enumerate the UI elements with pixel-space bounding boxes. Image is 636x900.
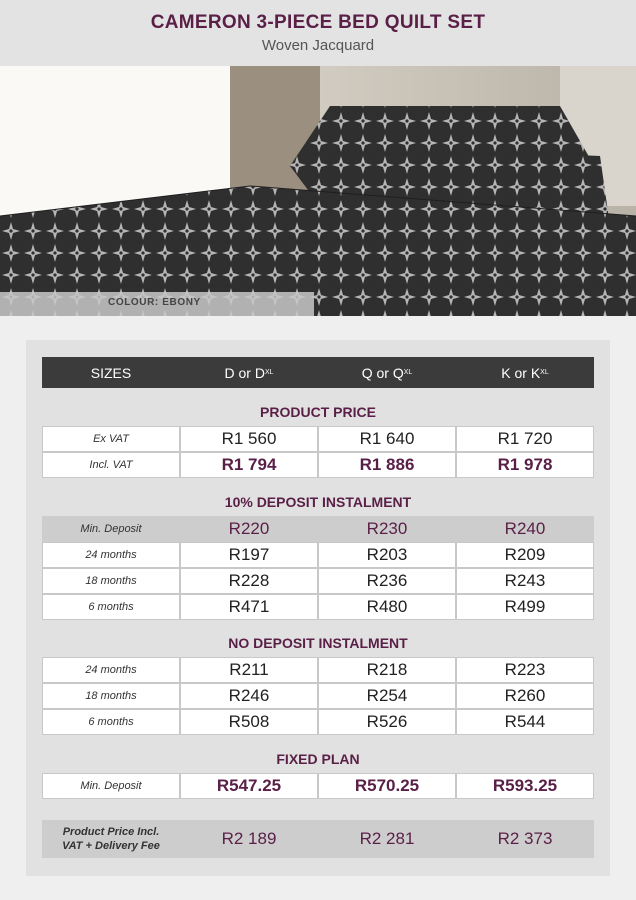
price-cell: R197 xyxy=(180,542,318,568)
table-row xyxy=(42,709,594,735)
price-cell: R211 xyxy=(180,657,318,683)
total-row xyxy=(42,820,594,858)
row-label: Incl. VAT xyxy=(42,452,180,478)
section-title-fixed-plan: FIXED PLAN xyxy=(276,751,360,767)
sizes-header-row xyxy=(42,357,594,388)
colour-label: COLOUR: EBONY xyxy=(108,297,201,308)
table-row xyxy=(42,568,594,594)
price-cell: R1 978 xyxy=(456,452,594,478)
section-title-deposit: 10% DEPOSIT INSTALMENT xyxy=(224,494,412,510)
table-row xyxy=(42,773,594,799)
total-cell: R2 373 xyxy=(456,820,594,858)
price-cell: R218 xyxy=(318,657,456,683)
header xyxy=(0,0,636,66)
price-cell: R223 xyxy=(456,657,594,683)
table-row xyxy=(42,683,594,709)
row-label: Ex VAT xyxy=(42,426,180,452)
price-cell: R1 794 xyxy=(180,452,318,478)
row-label: Min. Deposit xyxy=(42,773,180,799)
row-label: 6 months xyxy=(42,594,180,620)
header-double: D or D XL xyxy=(224,364,274,381)
section-title-no-deposit: NO DEPOSIT INSTALMENT xyxy=(228,635,408,651)
price-cell: R260 xyxy=(456,683,594,709)
price-cell: R471 xyxy=(180,594,318,620)
price-cell: R228 xyxy=(180,568,318,594)
price-cell: R547.25 xyxy=(180,773,318,799)
table-row xyxy=(42,452,594,478)
total-cell: R2 189 xyxy=(180,820,318,858)
price-cell: R593.25 xyxy=(456,773,594,799)
price-cell: R1 886 xyxy=(318,452,456,478)
page-subtitle: Woven Jacquard xyxy=(261,37,375,54)
product-photo xyxy=(0,66,636,316)
price-cell: R1 560 xyxy=(180,426,318,452)
price-cell: R1 720 xyxy=(456,426,594,452)
price-cell: R508 xyxy=(180,709,318,735)
header-king: K or K XL xyxy=(501,364,549,381)
price-cell: R240 xyxy=(456,516,594,542)
row-label: 18 months xyxy=(42,568,180,594)
bed-photo-illustration xyxy=(0,66,636,316)
header-sizes: SIZES xyxy=(90,364,132,381)
row-label: 24 months xyxy=(42,542,180,568)
row-label: Min. Deposit xyxy=(42,516,180,542)
price-cell: R544 xyxy=(456,709,594,735)
row-label: 6 months xyxy=(42,709,180,735)
price-cell: R236 xyxy=(318,568,456,594)
section-title-product-price: PRODUCT PRICE xyxy=(260,404,376,420)
table-row xyxy=(42,426,594,452)
price-cell: R230 xyxy=(318,516,456,542)
total-cell: R2 281 xyxy=(318,820,456,858)
price-cell: R220 xyxy=(180,516,318,542)
price-cell: R570.25 xyxy=(318,773,456,799)
page-title: CAMERON 3-PIECE BED QUILT SET xyxy=(150,12,486,33)
price-cell: R243 xyxy=(456,568,594,594)
price-cell: R209 xyxy=(456,542,594,568)
row-label: 24 months xyxy=(42,657,180,683)
header-queen: Q or Q XL xyxy=(361,364,413,381)
price-cell: R254 xyxy=(318,683,456,709)
table-row xyxy=(42,542,594,568)
price-cell: R1 640 xyxy=(318,426,456,452)
price-cell: R526 xyxy=(318,709,456,735)
price-cell: R480 xyxy=(318,594,456,620)
price-cell: R203 xyxy=(318,542,456,568)
table-row xyxy=(42,657,594,683)
table-row xyxy=(42,594,594,620)
price-cell: R499 xyxy=(456,594,594,620)
table-row xyxy=(42,516,594,542)
total-label: Product Price Incl. VAT + Delivery Fee xyxy=(42,820,180,858)
row-label: 18 months xyxy=(42,683,180,709)
price-cell: R246 xyxy=(180,683,318,709)
